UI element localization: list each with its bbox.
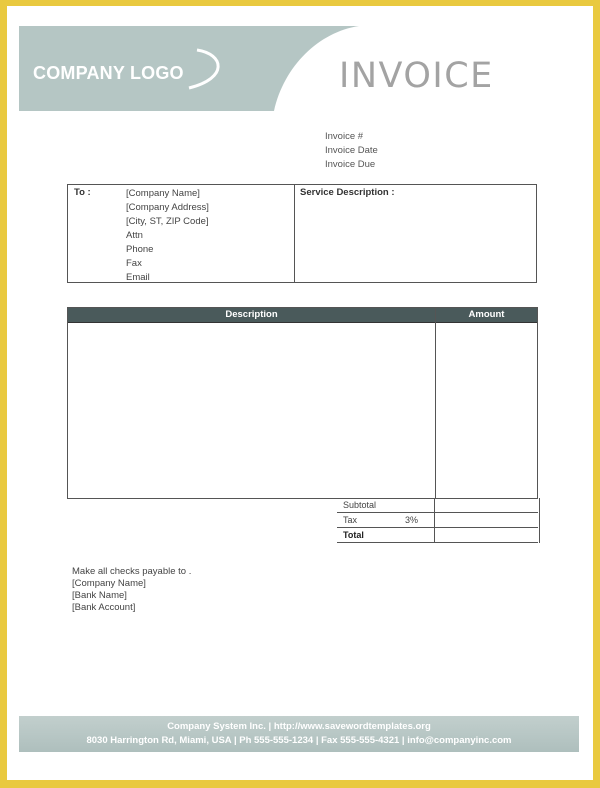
column-header-description: Description <box>225 309 278 320</box>
payment-instructions <box>72 566 191 614</box>
payable-bank-name: [Bank Name] <box>72 590 127 601</box>
company-logo: COMPANY LOGO <box>33 63 184 83</box>
invoice-due-label: Invoice Due <box>325 159 376 170</box>
payable-to-line: Make all checks payable to . <box>72 566 192 577</box>
bill-to-company: [Company Name] <box>126 188 200 199</box>
subtotal-label: Subtotal <box>343 500 377 510</box>
subtotal-value-cell <box>434 498 540 513</box>
footer-company-line: Company System Inc. | http://www.savewordtemplates.org <box>167 721 431 732</box>
info-divider <box>294 185 295 282</box>
bill-to-email: Email <box>126 272 150 283</box>
payable-company: [Company Name] <box>72 578 146 589</box>
amount-column-divider <box>435 308 436 498</box>
payable-bank-account: [Bank Account] <box>72 602 136 613</box>
tax-rate: 3% <box>405 515 419 525</box>
footer-contact-line: 8030 Harrington Rd, Miami, USA | Ph 555-555-1234 | Fax 555-555-4321 | info@companyinc.com <box>86 735 512 746</box>
total-row <box>337 528 538 543</box>
tax-label: Tax <box>343 515 358 525</box>
bill-to-attn: Attn <box>126 230 143 241</box>
invoice-title: INVOICE <box>339 56 494 96</box>
totals-block <box>337 498 538 543</box>
items-table <box>67 307 538 499</box>
invoice-number-label: Invoice # <box>325 131 364 142</box>
bill-to-fax: Fax <box>126 258 142 269</box>
footer-band <box>19 716 579 752</box>
logo-band <box>19 26 359 111</box>
bill-to-address: [Company Address] <box>126 202 209 213</box>
column-header-amount: Amount <box>468 309 505 320</box>
tax-row <box>337 513 538 528</box>
total-label: Total <box>343 530 364 540</box>
invoice-date-label: Invoice Date <box>325 145 378 156</box>
service-description-label: Service Description : <box>300 187 395 198</box>
to-label: To : <box>74 187 91 198</box>
bill-to-lines <box>126 187 209 285</box>
bill-to-city: [City, ST, ZIP Code] <box>126 216 209 227</box>
bill-to-box <box>67 184 537 283</box>
invoice-meta <box>325 130 378 172</box>
invoice-page <box>7 6 593 780</box>
tax-value-cell <box>434 513 540 528</box>
total-value-cell <box>434 528 540 543</box>
items-table-header <box>68 308 537 323</box>
subtotal-row <box>337 498 538 513</box>
bill-to-phone: Phone <box>126 244 154 255</box>
